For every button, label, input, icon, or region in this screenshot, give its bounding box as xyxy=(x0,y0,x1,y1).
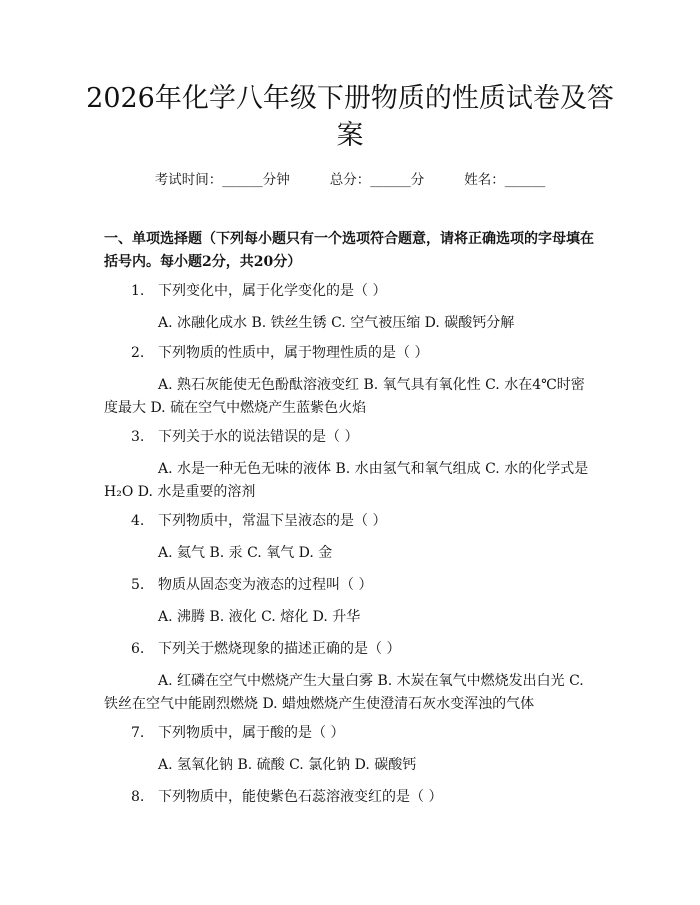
question-options: A. 水是一种无色无味的液体 B. 水由氢气和氧气组成 C. 水的化学式是H₂O D. 水是重要的溶剂 xyxy=(104,461,589,500)
question-text: 下列变化中，属于化学变化的是（ ） xyxy=(158,283,387,299)
exam-time-field: 考试时间：______分钟 xyxy=(154,172,290,188)
question-text: 下列物质的性质中，属于物理性质的是（ ） xyxy=(158,345,429,361)
question-stem xyxy=(131,427,601,447)
question-stem xyxy=(131,787,601,807)
question-options: A. 冰融化成水 B. 铁丝生锈 C. 空气被压缩 D. 碳酸钙分解 xyxy=(158,315,515,331)
question-text: 下列关于水的说法错误的是（ ） xyxy=(158,429,359,445)
exam-info-line xyxy=(0,168,700,188)
question-number: 7. xyxy=(131,725,145,741)
question-options: A. 熟石灰能使无色酚酞溶液变红 B. 氧气具有氧化性 C. 水在4℃时密度最大 D. 硫在空气中燃烧产生蓝紫色火焰 xyxy=(104,377,585,416)
question-options: A. 氦气 B. 汞 C. 氧气 D. 金 xyxy=(158,545,333,561)
question-options: A. 红磷在空气中燃烧产生大量白雾 B. 木炭在氧气中燃烧发出白光 C. 铁丝在空气中能剧烈燃烧 D. 蜡烛燃烧产生使澄清石灰水变浑浊的气体 xyxy=(104,673,584,712)
question-number: 5. xyxy=(131,577,145,593)
question-stem xyxy=(131,511,601,531)
question-number: 2. xyxy=(131,345,145,361)
question-number: 6. xyxy=(131,641,145,657)
question-stem xyxy=(131,639,601,659)
question-text: 下列物质中，属于酸的是（ ） xyxy=(158,725,345,741)
question-stem xyxy=(131,281,601,301)
question-text: 下列物质中，常温下呈液态的是（ ） xyxy=(158,513,387,529)
question-stem xyxy=(131,575,601,595)
student-name-field: 姓名：______ xyxy=(464,172,546,188)
question-number: 1. xyxy=(131,283,145,299)
question-options: A. 氢氧化钠 B. 硫酸 C. 氯化钠 D. 碳酸钙 xyxy=(158,757,417,773)
total-score-field: 总分：______分 xyxy=(329,172,425,188)
question-text: 物质从固态变为液态的过程叫（ ） xyxy=(158,577,373,593)
question-text: 下列关于燃烧现象的描述正确的是（ ） xyxy=(158,641,401,657)
question-number: 3. xyxy=(131,429,145,445)
question-options: A. 沸腾 B. 液化 C. 熔化 D. 升华 xyxy=(158,609,361,625)
question-number: 8. xyxy=(131,789,145,805)
question-stem xyxy=(131,723,601,743)
document-title: 2026年化学八年级下册物质的性质试卷及答案 xyxy=(86,83,614,151)
question-text: 下列物质中，能使紫色石蕊溶液变红的是（ ） xyxy=(158,789,443,805)
question-number: 4. xyxy=(131,513,145,529)
question-stem xyxy=(131,343,601,363)
section-heading: 一、单项选择题（下列每小题只有一个选项符合题意，请将正确选项的字母填在括号内。每小题2分，共20分） xyxy=(104,231,594,270)
